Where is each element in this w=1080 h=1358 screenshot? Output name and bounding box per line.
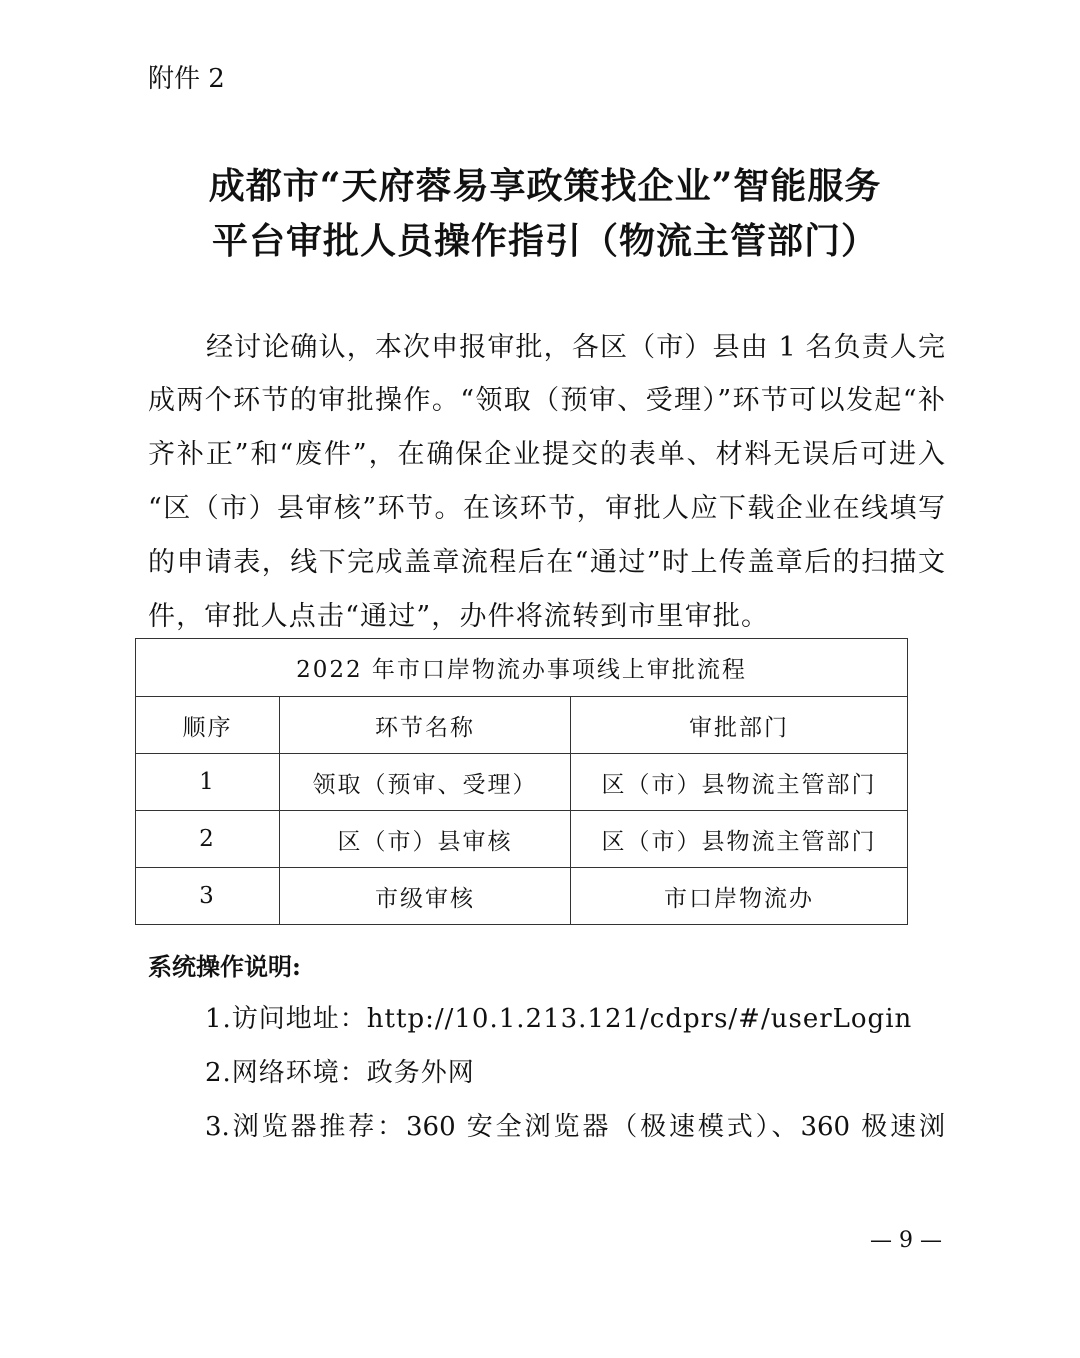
paragraph-line: 的申请表，线下完成盖章流程后在“通过”时上传盖章后的扫描文 (148, 547, 945, 578)
paragraph-line: “区（市）县审核”环节。在该环节，审批人应下载企业在线填写 (148, 493, 945, 524)
document-title-line1: 成都市“天府蓉易享政策找企业”智能服务 (208, 165, 882, 207)
document-title-line2: 平台审批人员操作指引（物流主管部门） (211, 220, 878, 262)
table-cell: 领取（预审、受理） (280, 754, 571, 811)
table-row (136, 868, 908, 925)
system-instructions-heading: 系统操作说明: (148, 952, 301, 981)
table-cell: 市口岸物流办 (571, 868, 908, 925)
system-item-network: 2.网络环境：政务外网 (205, 1058, 475, 1088)
table-cell: 1 (136, 754, 280, 811)
table-cell: 3 (136, 868, 280, 925)
table-cell: 区（市）县物流主管部门 (571, 811, 908, 868)
table-header-row (136, 697, 908, 754)
table-header: 顺序 (136, 697, 280, 754)
table-caption: 2022 年市口岸物流办事项线上审批流程 (136, 639, 908, 697)
table-header: 审批部门 (571, 697, 908, 754)
table-cell: 区（市）县审核 (280, 811, 571, 868)
attachment-label: 附件 2 (148, 64, 225, 94)
paragraph-line: 件，审批人点击“通过”，办件将流转到市里审批。 (148, 601, 768, 632)
table-cell: 2 (136, 811, 280, 868)
paragraph-line: 成两个环节的审批操作。“领取（预审、受理）”环节可以发起“补 (148, 385, 945, 416)
paragraph-line: 齐补正”和“废件”，在确保企业提交的表单、材料无误后可进入 (148, 439, 945, 470)
paragraph-line: 经讨论确认，本次申报审批，各区（市）县由 1 名负责人完 (206, 332, 945, 363)
approval-process-table (135, 638, 908, 925)
table-cell: 市级审核 (280, 868, 571, 925)
system-item-url: 1.访问地址：http://10.1.213.121/cdprs/#/userLogin (205, 1004, 913, 1034)
system-item-browser: 3.浏览器推荐：360 安全浏览器（极速模式）、360 极速浏 (205, 1112, 945, 1142)
table-header: 环节名称 (280, 697, 571, 754)
table-cell: 区（市）县物流主管部门 (571, 754, 908, 811)
table-row (136, 754, 908, 811)
table-row (136, 811, 908, 868)
page-number: — 9 — (870, 1228, 942, 1253)
